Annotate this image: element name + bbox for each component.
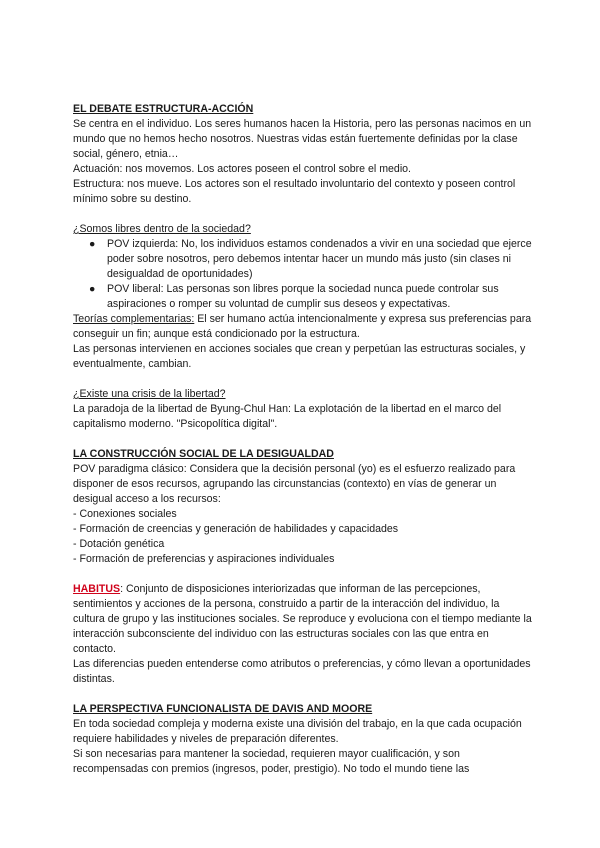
list-item — [73, 237, 533, 282]
section-title-desigualdad: LA CONSTRUCCIÓN SOCIAL DE LA DESIGUALDAD — [73, 448, 334, 460]
debate-intro: Se centra en el individuo. Los seres humanos hacen la Historia, pero las personas nacimos en un mundo que no hemos hecho nosotros. Nuestras vidas están fuertemente definidas por la clase social, género, etnia… — [73, 118, 532, 160]
teorias-paragraph — [73, 312, 533, 342]
bullet-icon: ● — [89, 283, 96, 295]
funcionalista-p2: Si son necesarias para mantener la sociedad, requieren mayor cualificación, y son recompensadas con premios (ingresos, poder, prestigio). No todo el mundo tiene las — [73, 748, 470, 775]
section-title-funcionalista: LA PERSPECTIVA FUNCIONALISTA DE DAVIS AND MOORE — [73, 703, 373, 715]
question-libres: ¿Somos libres dentro de la sociedad? — [73, 223, 251, 235]
spacer — [73, 207, 533, 222]
list-item: - Dotación genética — [73, 538, 165, 550]
spacer — [73, 687, 533, 702]
teorias-text: El ser humano actúa intencionalmente y expresa sus preferencias para conseguir un fin; aunque está condicionado por la estructura. — [73, 313, 532, 340]
list-item — [73, 282, 533, 312]
teorias-label: Teorías complementarias: — [73, 313, 195, 325]
list-item: - Formación de creencias y generación de habilidades y capacidades — [73, 523, 399, 535]
bullet-text: POV liberal: Las personas son libres porque la sociedad nunca puede controlar sus aspiraciones o romper su voluntad de cumplir sus deseos y expectativas. — [107, 283, 499, 310]
bullet-text: POV izquierda: No, los individuos estamos condenados a vivir en una sociedad que ejerce poder sobre nosotros, pero debemos intentar hacer un mundo más justo (sin clases ni desigualdad de oportunidades) — [107, 238, 532, 280]
personas-paragraph: Las personas intervienen en acciones sociales que crean y perpetúan las estructuras sociales, y eventualmente, cambian. — [73, 343, 526, 370]
crisis-text: La paradoja de la libertad de Byung-Chul Han: La explotación de la libertad en el marco del capitalismo moderno. "Psicopolítica digital". — [73, 403, 502, 430]
section-title-debate: EL DEBATE ESTRUCTURA-ACCIÓN — [73, 103, 254, 115]
list-item: - Formación de preferencias y aspiraciones individuales — [73, 553, 335, 565]
debate-estructura: Estructura: nos mueve. Los actores son el resultado involuntario del contexto y poseen control mínimo sobre su destino. — [73, 178, 516, 205]
bullet-icon: ● — [89, 238, 96, 250]
spacer — [73, 372, 533, 387]
diferencias-paragraph: Las diferencias pueden entenderse como atributos o preferencias, y cómo llevan a oportunidades distintas. — [73, 658, 531, 685]
funcionalista-p1: En toda sociedad compleja y moderna existe una división del trabajo, en la que cada ocupación requiere habilidades y niveles de preparación diferentes. — [73, 718, 522, 745]
debate-actuacion: Actuación: nos movemos. Los actores poseen el control sobre el medio. — [73, 163, 412, 175]
habitus-label: HABITUS — [73, 583, 121, 595]
desigualdad-intro: POV paradigma clásico: Considera que la decisión personal (yo) es el esfuerzo realizado para disponer de esos recursos, agrupando las circunstancias (contexto) en vías de generar un desigual acceso a los recursos: — [73, 463, 516, 505]
habitus-text: : Conjunto de disposiciones interiorizadas que informan de las percepciones, sentimientos y acciones de la persona, construido a partir de la interacción del individuo, la cultura de grupo y las instituciones sociales. Se reproduce y evoluciona con el tiempo mediante la interacción subconsciente del individuo con las estructuras sociales con las que entra en contacto. — [73, 583, 532, 655]
question-crisis: ¿Existe una crisis de la libertad? — [73, 388, 226, 400]
document-content — [73, 102, 533, 777]
habitus-paragraph — [73, 582, 533, 657]
spacer — [73, 432, 533, 447]
spacer — [73, 567, 533, 582]
libres-bullet-list — [73, 237, 533, 312]
list-item: - Conexiones sociales — [73, 508, 177, 520]
